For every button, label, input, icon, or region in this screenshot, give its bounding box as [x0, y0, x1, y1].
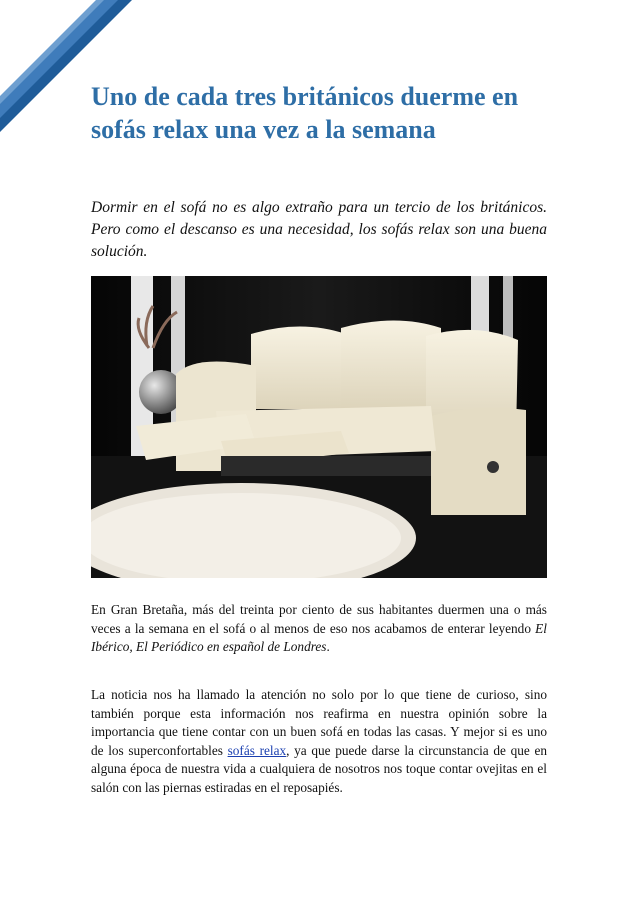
paragraph-2-text: La noticia nos ha llamado la atención no solo por lo que tiene de curioso, sino también porque esta información nos reafirma en nuestra opinión sobre la importancia que tiene contar con un buen sofá en todas las casas. Y mejor si es uno de los superconfortables — [91, 687, 547, 758]
article-subtitle: Dormir en el sofá no es algo extraño para un tercio de los británicos. Pero como el descanso es una necesidad, los sofás relax son una buena solución. — [91, 199, 547, 260]
sofa-photo — [91, 276, 547, 578]
paragraph-1-end: . — [326, 639, 330, 655]
article-title: Uno de cada tres británicos duerme en sofás relax una vez a la semana — [91, 82, 519, 144]
paragraph-1 — [91, 601, 547, 657]
paragraph-2 — [91, 686, 547, 798]
sofas-relax-link[interactable]: sofás relax — [227, 742, 287, 758]
source-name: El Ibérico, El Periódico en español de Londres — [91, 620, 547, 655]
paragraph-2-end: , ya que puede darse la circunstancia de que en alguna época de nuestra vida a cualquiera de nosotros nos toque contar ovejitas en el salón con las piernas estiradas en el reposapiés. — [91, 742, 547, 795]
sofa-illustration — [91, 276, 547, 578]
paragraph-1-text: En Gran Bretaña, más del treinta por ciento de sus habitantes duermen una o más veces a la semana en el sofá o al menos de eso nos acabamos de enterar leyendo — [91, 602, 547, 636]
